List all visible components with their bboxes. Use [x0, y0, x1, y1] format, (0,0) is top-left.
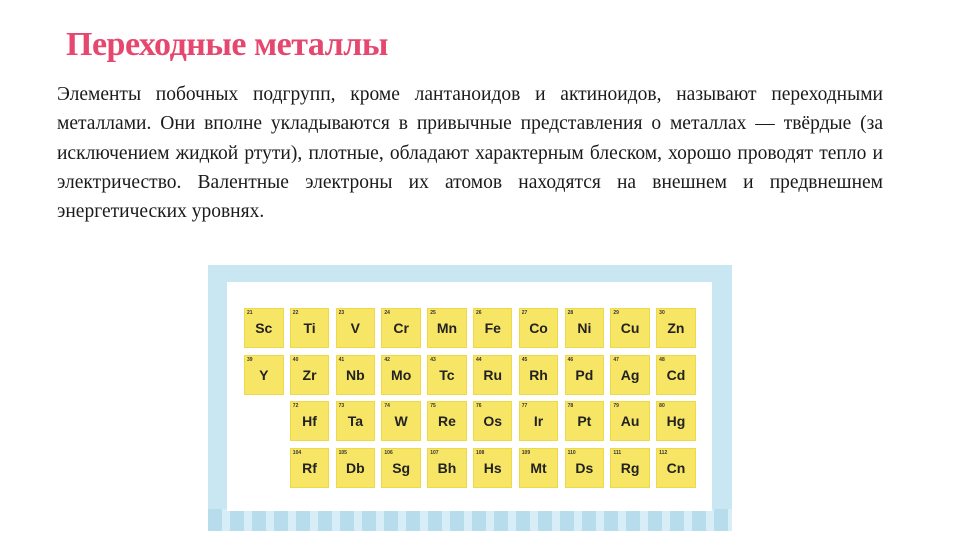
atomic-number: 105 — [338, 449, 347, 456]
atomic-number: 26 — [475, 310, 482, 316]
element-symbol: Mt — [530, 459, 547, 476]
element-symbol: Ta — [347, 413, 363, 429]
element-symbol: Hf — [302, 413, 317, 429]
atomic-number: 73 — [338, 403, 345, 409]
element-tile-rf — [290, 448, 330, 488]
atomic-number: 28 — [567, 310, 574, 316]
element-symbol: Tc — [439, 366, 455, 383]
atomic-number: 29 — [613, 310, 619, 316]
element-symbol: Hg — [666, 413, 686, 429]
atomic-number: 24 — [384, 310, 390, 316]
element-symbol: Y — [259, 366, 269, 383]
element-symbol: W — [394, 413, 408, 429]
element-symbol: Nb — [346, 366, 365, 383]
element-tile-v — [336, 308, 376, 348]
element-symbol: Pt — [577, 413, 592, 429]
atomic-number: 108 — [475, 449, 485, 456]
element-symbol: Ru — [483, 366, 503, 383]
element-tile-ru — [473, 355, 513, 395]
atomic-number: 42 — [384, 356, 390, 363]
element-tile-fe — [473, 308, 513, 348]
element-tile-mo — [381, 355, 421, 395]
atomic-number: 22 — [292, 310, 299, 316]
element-tile-hs — [473, 448, 513, 488]
element-tile-db — [336, 448, 376, 488]
slide-paragraph: Элементы побочных подгрупп, кроме лантаноидов и актиноидов, называют переходными металлами. Они вполне укладываются в привычные представления о металлах — твёрдые (за исключением жидкой ртути), плотные, обладают характерным блеском, хорошо проводят тепло и электричество. Валентные электроны их атомов находятся на внешнем и предвнешнем энергетических уровнях. — [57, 84, 883, 223]
element-symbol: Rg — [620, 459, 640, 476]
atomic-number: 27 — [521, 310, 528, 316]
element-tile-ni — [565, 308, 605, 348]
atomic-number: 40 — [292, 356, 299, 363]
element-symbol: V — [350, 320, 361, 336]
element-tile-cd — [656, 355, 696, 395]
element-symbol: Hs — [483, 459, 502, 476]
element-symbol: Sc — [255, 320, 273, 336]
element-tile-zn — [656, 308, 696, 348]
atomic-number: 44 — [475, 356, 482, 363]
element-symbol: Os — [483, 413, 503, 429]
element-tile-y — [244, 355, 284, 395]
element-symbol: Cr — [393, 320, 409, 336]
element-tile-mt — [519, 448, 559, 488]
element-tile-sg — [381, 448, 421, 488]
atomic-number: 80 — [659, 403, 665, 409]
atomic-number: 30 — [659, 310, 665, 316]
atomic-number: 25 — [430, 310, 436, 316]
element-tile-au — [610, 401, 650, 441]
empty-cell — [244, 401, 284, 441]
element-tile-hg — [656, 401, 696, 441]
element-symbol: Mn — [436, 320, 458, 336]
element-symbol: Zn — [667, 320, 685, 336]
atomic-number: 109 — [521, 449, 531, 456]
atomic-number: 48 — [659, 356, 665, 363]
element-symbol: Cn — [666, 459, 686, 476]
element-tile-pt — [565, 401, 605, 441]
atomic-number: 21 — [247, 310, 253, 316]
element-symbol: Db — [346, 459, 365, 476]
atomic-number: 47 — [613, 356, 619, 363]
element-tile-pd — [565, 355, 605, 395]
element-symbol: Cd — [666, 366, 686, 383]
element-symbol: Ag — [620, 366, 640, 383]
element-symbol: Ni — [577, 320, 592, 336]
periodic-table-image — [208, 265, 732, 531]
element-tile-rg — [610, 448, 650, 488]
element-tile-nb — [336, 355, 376, 395]
atomic-number: 79 — [613, 403, 619, 409]
atomic-number: 76 — [475, 403, 482, 409]
atomic-number: 23 — [338, 310, 345, 316]
element-symbol: Ds — [575, 459, 594, 476]
element-tile-ag — [610, 355, 650, 395]
element-tile-tc — [427, 355, 467, 395]
element-tile-re — [427, 401, 467, 441]
empty-cell — [244, 448, 284, 488]
atomic-number: 75 — [430, 403, 436, 409]
element-symbol: Zr — [302, 366, 317, 383]
element-symbol: Mo — [391, 366, 412, 383]
element-symbol: Re — [437, 413, 456, 429]
element-tile-sc — [244, 308, 284, 348]
atomic-number: 104 — [292, 449, 302, 456]
element-grid — [244, 308, 696, 488]
element-symbol: Co — [529, 320, 548, 336]
atomic-number: 43 — [430, 356, 436, 363]
element-tile-cn — [656, 448, 696, 488]
atomic-number: 110 — [567, 449, 576, 456]
element-symbol: Bh — [437, 459, 457, 476]
atomic-number: 107 — [430, 449, 439, 456]
element-symbol: Cu — [620, 320, 640, 336]
periodic-table-card — [227, 282, 712, 511]
atomic-number: 106 — [384, 449, 393, 456]
element-symbol: Rh — [529, 366, 548, 383]
element-tile-bh — [427, 448, 467, 488]
atomic-number: 77 — [521, 403, 528, 409]
atomic-number: 45 — [521, 356, 528, 363]
element-tile-rh — [519, 355, 559, 395]
element-tile-ta — [336, 401, 376, 441]
atomic-number: 112 — [659, 449, 668, 456]
element-symbol: Fe — [484, 320, 501, 336]
atomic-number: 74 — [384, 403, 390, 409]
element-tile-mn — [427, 308, 467, 348]
element-tile-cr — [381, 308, 421, 348]
element-tile-w — [381, 401, 421, 441]
atomic-number: 46 — [567, 356, 574, 363]
element-tile-ti — [290, 308, 330, 348]
element-symbol: Ti — [303, 320, 316, 336]
atomic-number: 111 — [613, 449, 622, 456]
element-tile-hf — [290, 401, 330, 441]
image-background-stripes — [208, 509, 732, 531]
element-tile-zr — [290, 355, 330, 395]
element-symbol: Sg — [392, 459, 411, 476]
element-symbol: Rf — [302, 459, 317, 476]
element-tile-ir — [519, 401, 559, 441]
element-symbol: Au — [620, 413, 640, 429]
atomic-number: 78 — [567, 403, 574, 409]
element-tile-os — [473, 401, 513, 441]
element-symbol: Pd — [575, 366, 594, 383]
element-tile-ds — [565, 448, 605, 488]
slide-title: Переходные металлы — [66, 26, 388, 63]
atomic-number: 72 — [292, 403, 299, 409]
element-tile-co — [519, 308, 559, 348]
element-symbol: Ir — [533, 413, 544, 429]
atomic-number: 41 — [338, 356, 345, 363]
atomic-number: 39 — [247, 356, 253, 363]
element-tile-cu — [610, 308, 650, 348]
